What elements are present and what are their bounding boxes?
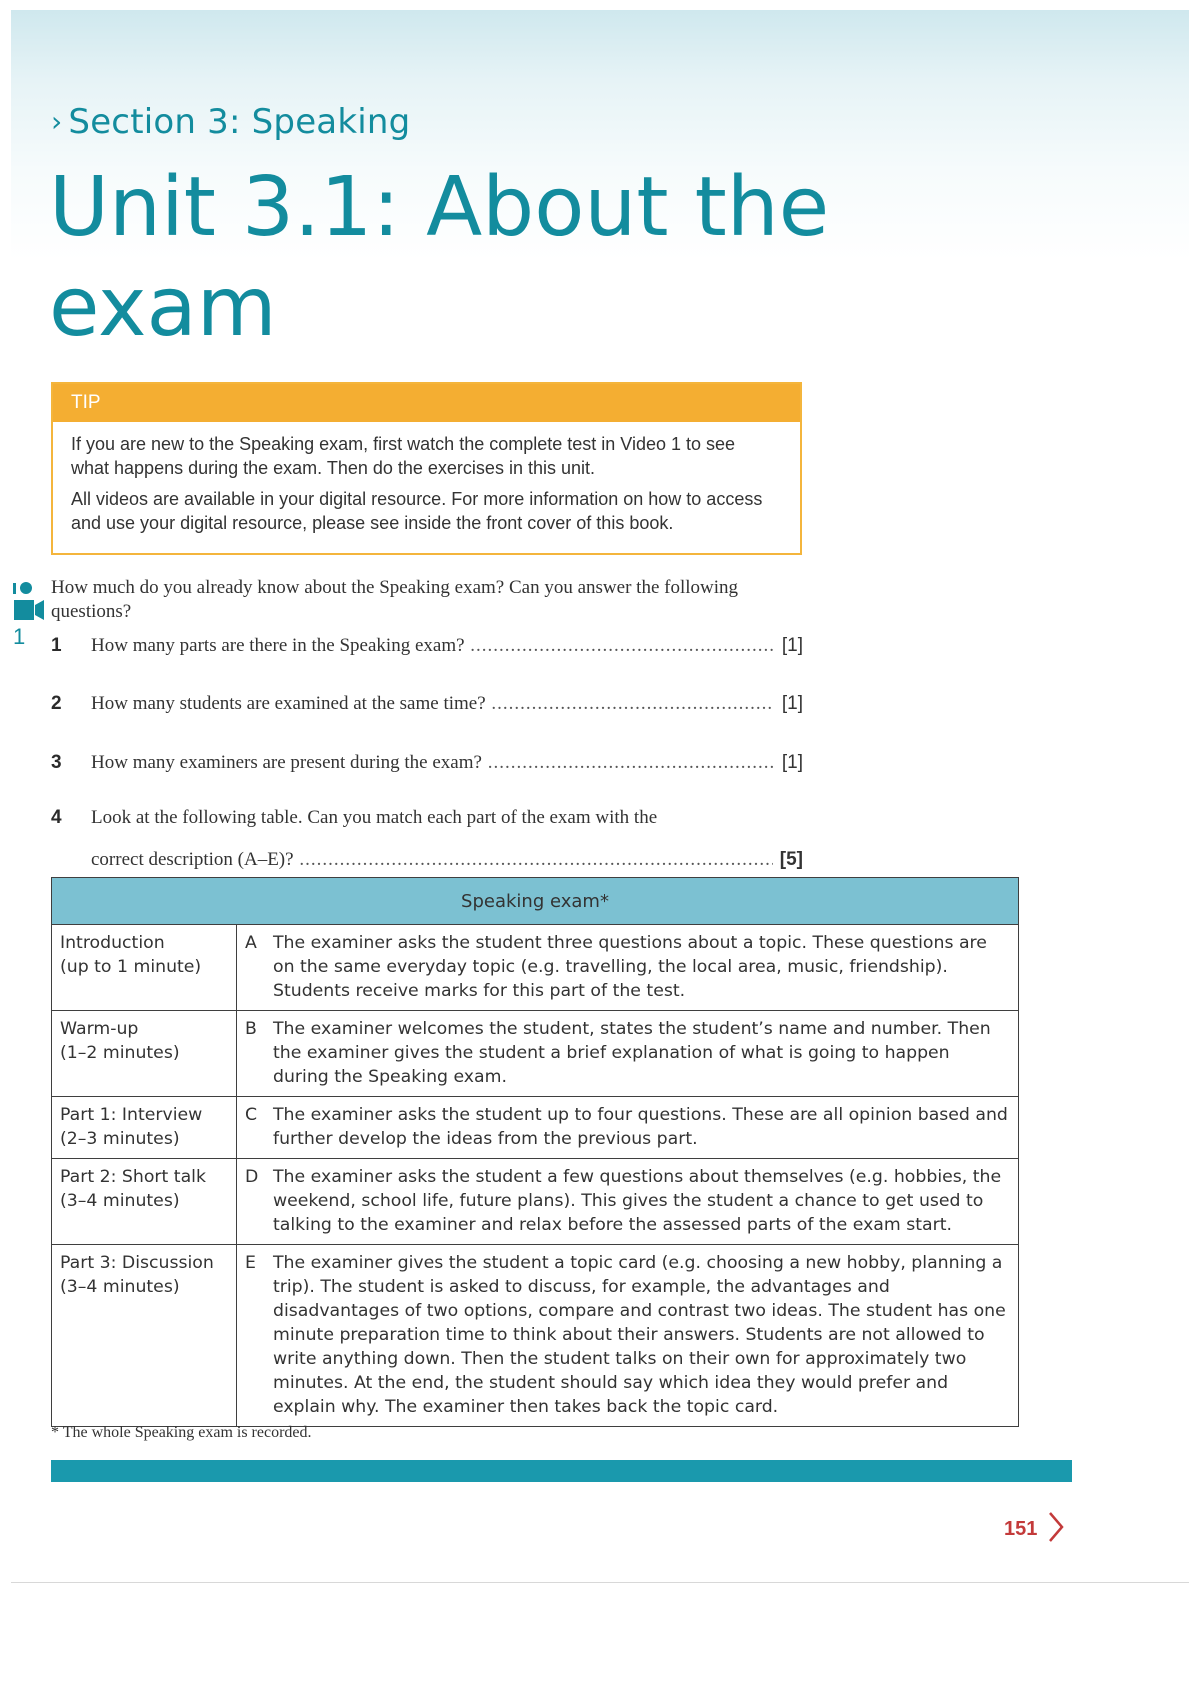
- chevron-right-icon[interactable]: [1047, 1510, 1065, 1544]
- description-cell: D The examiner asks the student a few questions about themselves (e.g. hobbies, the weekend, school life, future plans). This gives the student a chance to get used to talking to the examiner and relax before the assessed parts of the exam start.: [237, 1159, 1019, 1245]
- description-cell: B The examiner welcomes the student, states the student’s name and number. Then the examiner gives the student a brief explanation of what is going to happen during the Speaking exam.: [237, 1011, 1019, 1097]
- question-4: correct description (A–E)? ..... [5]: [51, 846, 803, 874]
- tip-body: [53, 422, 800, 535]
- intro-text: How much do you already know about the Speaking exam? Can you answer the following questions?: [51, 577, 739, 622]
- part-cell: Part 2: Short talk (3–4 minutes): [52, 1159, 237, 1245]
- question-4-number: 4: [51, 807, 62, 828]
- question-2: 2 How many students are examined at the same time? ..... [1]: [51, 690, 803, 718]
- part-cell: Warm-up (1–2 minutes): [52, 1011, 237, 1097]
- video-number: 1: [13, 624, 26, 649]
- table-heading: Speaking exam*: [52, 878, 1019, 925]
- unit-title: Unit 3.1: About the exam: [49, 160, 830, 355]
- video-camera-icon: [11, 578, 47, 628]
- table-row: [52, 1245, 1019, 1427]
- part-cell: Part 3: Discussion (3–4 minutes): [52, 1245, 237, 1427]
- table-row: [52, 1159, 1019, 1245]
- question-1: 1 How many parts are there in the Speaking exam? ..... [1]: [51, 632, 803, 660]
- tip-paragraph: If you are new to the Speaking exam, first watch the complete test in Video 1 to see what happens during the exam. Then do the exercises in this unit.: [71, 434, 736, 478]
- footnote: * The whole Speaking exam is recorded.: [51, 1424, 312, 1441]
- bottom-bar: [51, 1460, 1072, 1482]
- tip-paragraph: All videos are available in your digital resource. For more information on how to access and use your digital resource, please see inside the front cover of this book.: [71, 489, 763, 533]
- chevron-right-icon: ›: [51, 105, 63, 138]
- question-3: 3 How many examiners are present during the exam? ..... [1]: [51, 749, 803, 777]
- speaking-exam-table: [51, 877, 1019, 1427]
- tip-box: [51, 382, 802, 555]
- page-number: 151: [1004, 1518, 1038, 1540]
- description-cell: E The examiner gives the student a topic card (e.g. choosing a new hobby, planning a trip). The student is asked to discuss, for example, the advantages and disadvantages of two options, compare and contrast two ideas. The student has one minute preparation time to think about their answers. Students are not allowed to write anything down. Then the student talks on their own for approximately two minutes. At the end, the student should say which idea they would prefer and explain why. The examiner then takes back the topic card.: [237, 1245, 1019, 1427]
- description-cell: C The examiner asks the student up to four questions. These are all opinion based and further develop the ideas from the previous part.: [237, 1097, 1019, 1159]
- table-row: [52, 925, 1019, 1011]
- part-cell: Part 1: Interview (2–3 minutes): [52, 1097, 237, 1159]
- table-row: [52, 1011, 1019, 1097]
- part-cell: Introduction (up to 1 minute): [52, 925, 237, 1011]
- description-cell: A The examiner asks the student three questions about a topic. These questions are on the same everyday topic (e.g. travelling, the local area, music, friendship). Students receive marks for this part of the test.: [237, 925, 1019, 1011]
- tip-label: TIP: [53, 384, 800, 422]
- section-label: › Section 3: Speaking: [51, 102, 411, 142]
- textbook-page: [11, 10, 1189, 1582]
- video-icon[interactable]: [11, 578, 51, 648]
- table-row: [52, 1097, 1019, 1159]
- question-4-line1: Look at the following table. Can you match each part of the exam with the: [91, 807, 658, 828]
